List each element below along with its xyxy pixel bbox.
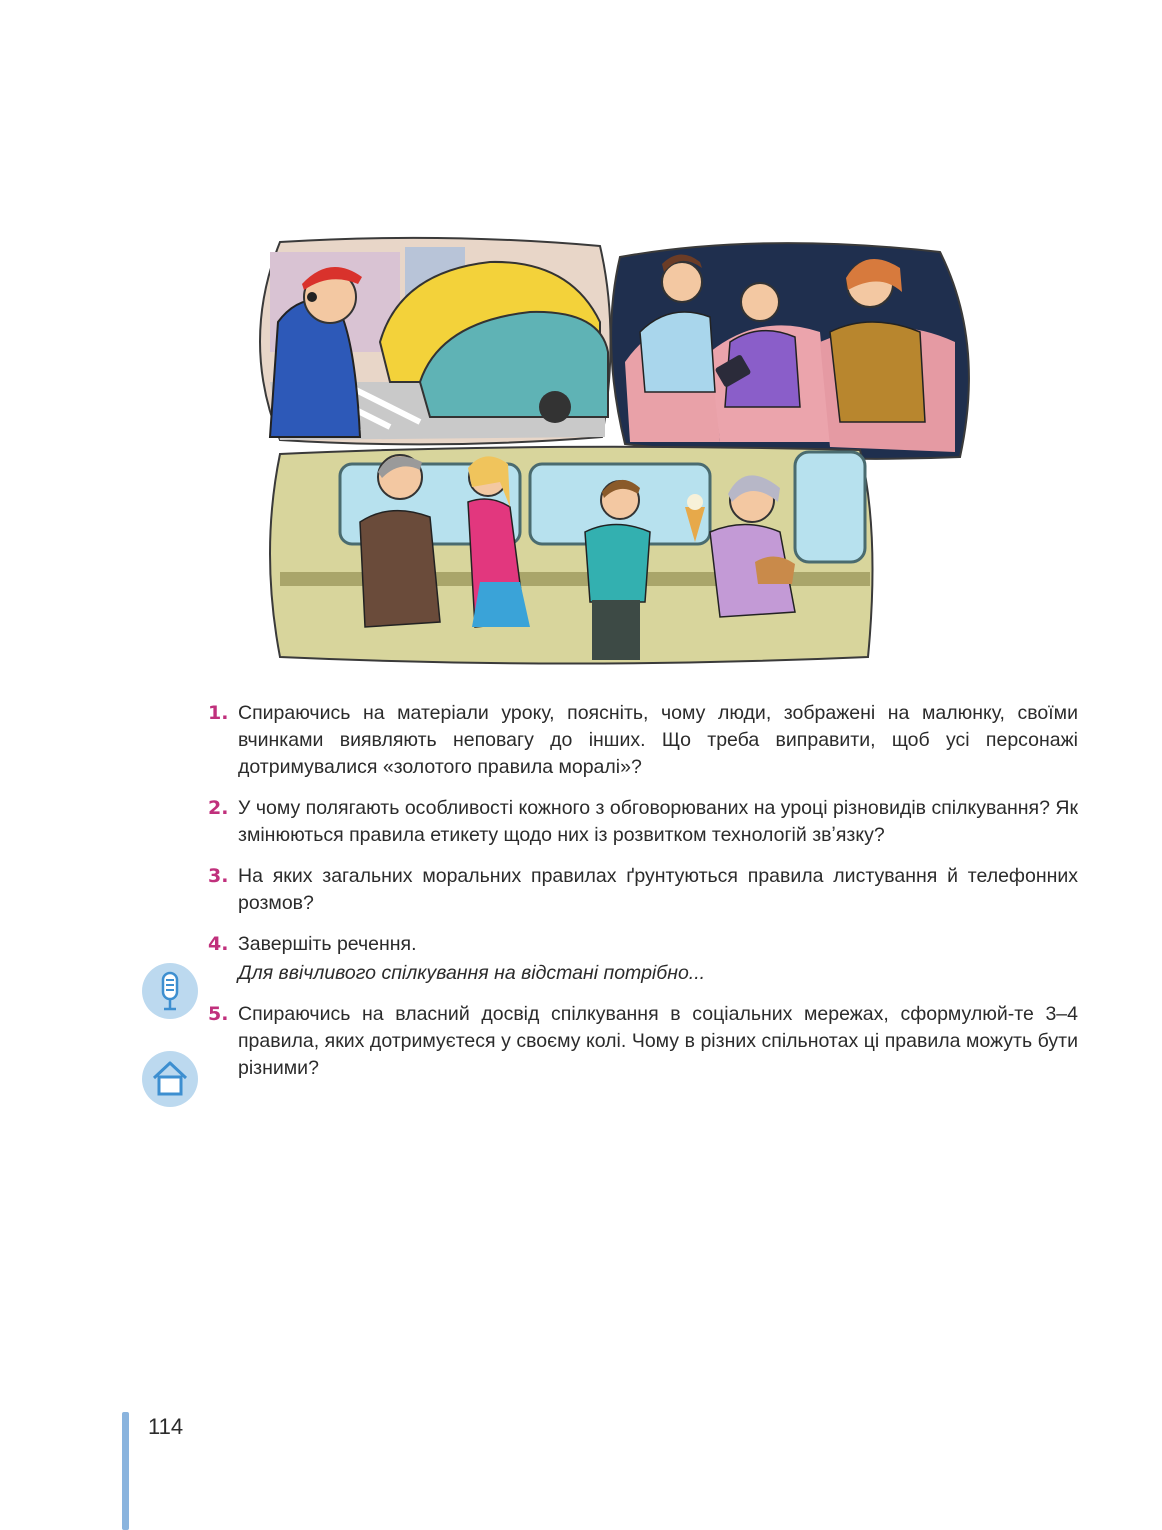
task-text: На яких загальних моральних правилах ґрунтуються правила листування й телефонних розмов?: [238, 865, 1078, 914]
microphone-icon: [142, 963, 198, 1019]
page-margin-bar: [122, 1412, 129, 1530]
bus-scene: [270, 447, 873, 664]
task-list: [208, 700, 1078, 1096]
task-item-4: [208, 931, 1078, 987]
task-number: 4.: [208, 933, 229, 955]
task-subtext: Для ввічливого спілкування на відстані потрібно...: [238, 962, 706, 984]
task-item-5: [208, 1001, 1078, 1082]
task-text: Спираючись на матеріали уроку, поясніть, чому люди, зображені на малюнку, своїми вчинками виявляють неповагу до інших. Що треба виправити, щоб усі персонажі дотримувалися «золотого правила моралі»?: [238, 702, 1078, 778]
task-number: 1.: [208, 702, 229, 724]
street-scene: [260, 238, 611, 445]
lesson-illustration: [240, 232, 980, 672]
task-item-1: [208, 700, 1078, 781]
house-icon: [142, 1051, 198, 1107]
page-number: 114: [148, 1414, 184, 1439]
task-item-3: [208, 863, 1078, 917]
task-text: Спираючись на власний досвід спілкування в соціальних мережах, сформулюй-те 3–4 правила, яких дотримуєтеся у своєму колі. Чому в різних спільнотах ці правила можуть бути різними?: [238, 1003, 1078, 1079]
task-text: У чому полягають особливості кожного з обговорюваних на уроці різновидів спілкування? Як змінюються правила етикету щодо них із розвитком технологій звʼязку?: [238, 797, 1078, 846]
cinema-scene: [611, 243, 969, 459]
task-number: 2.: [208, 797, 229, 819]
task-number: 5.: [208, 1003, 229, 1025]
task-item-2: [208, 795, 1078, 849]
task-text: Завершіть речення.: [238, 933, 417, 955]
task-number: 3.: [208, 865, 229, 887]
